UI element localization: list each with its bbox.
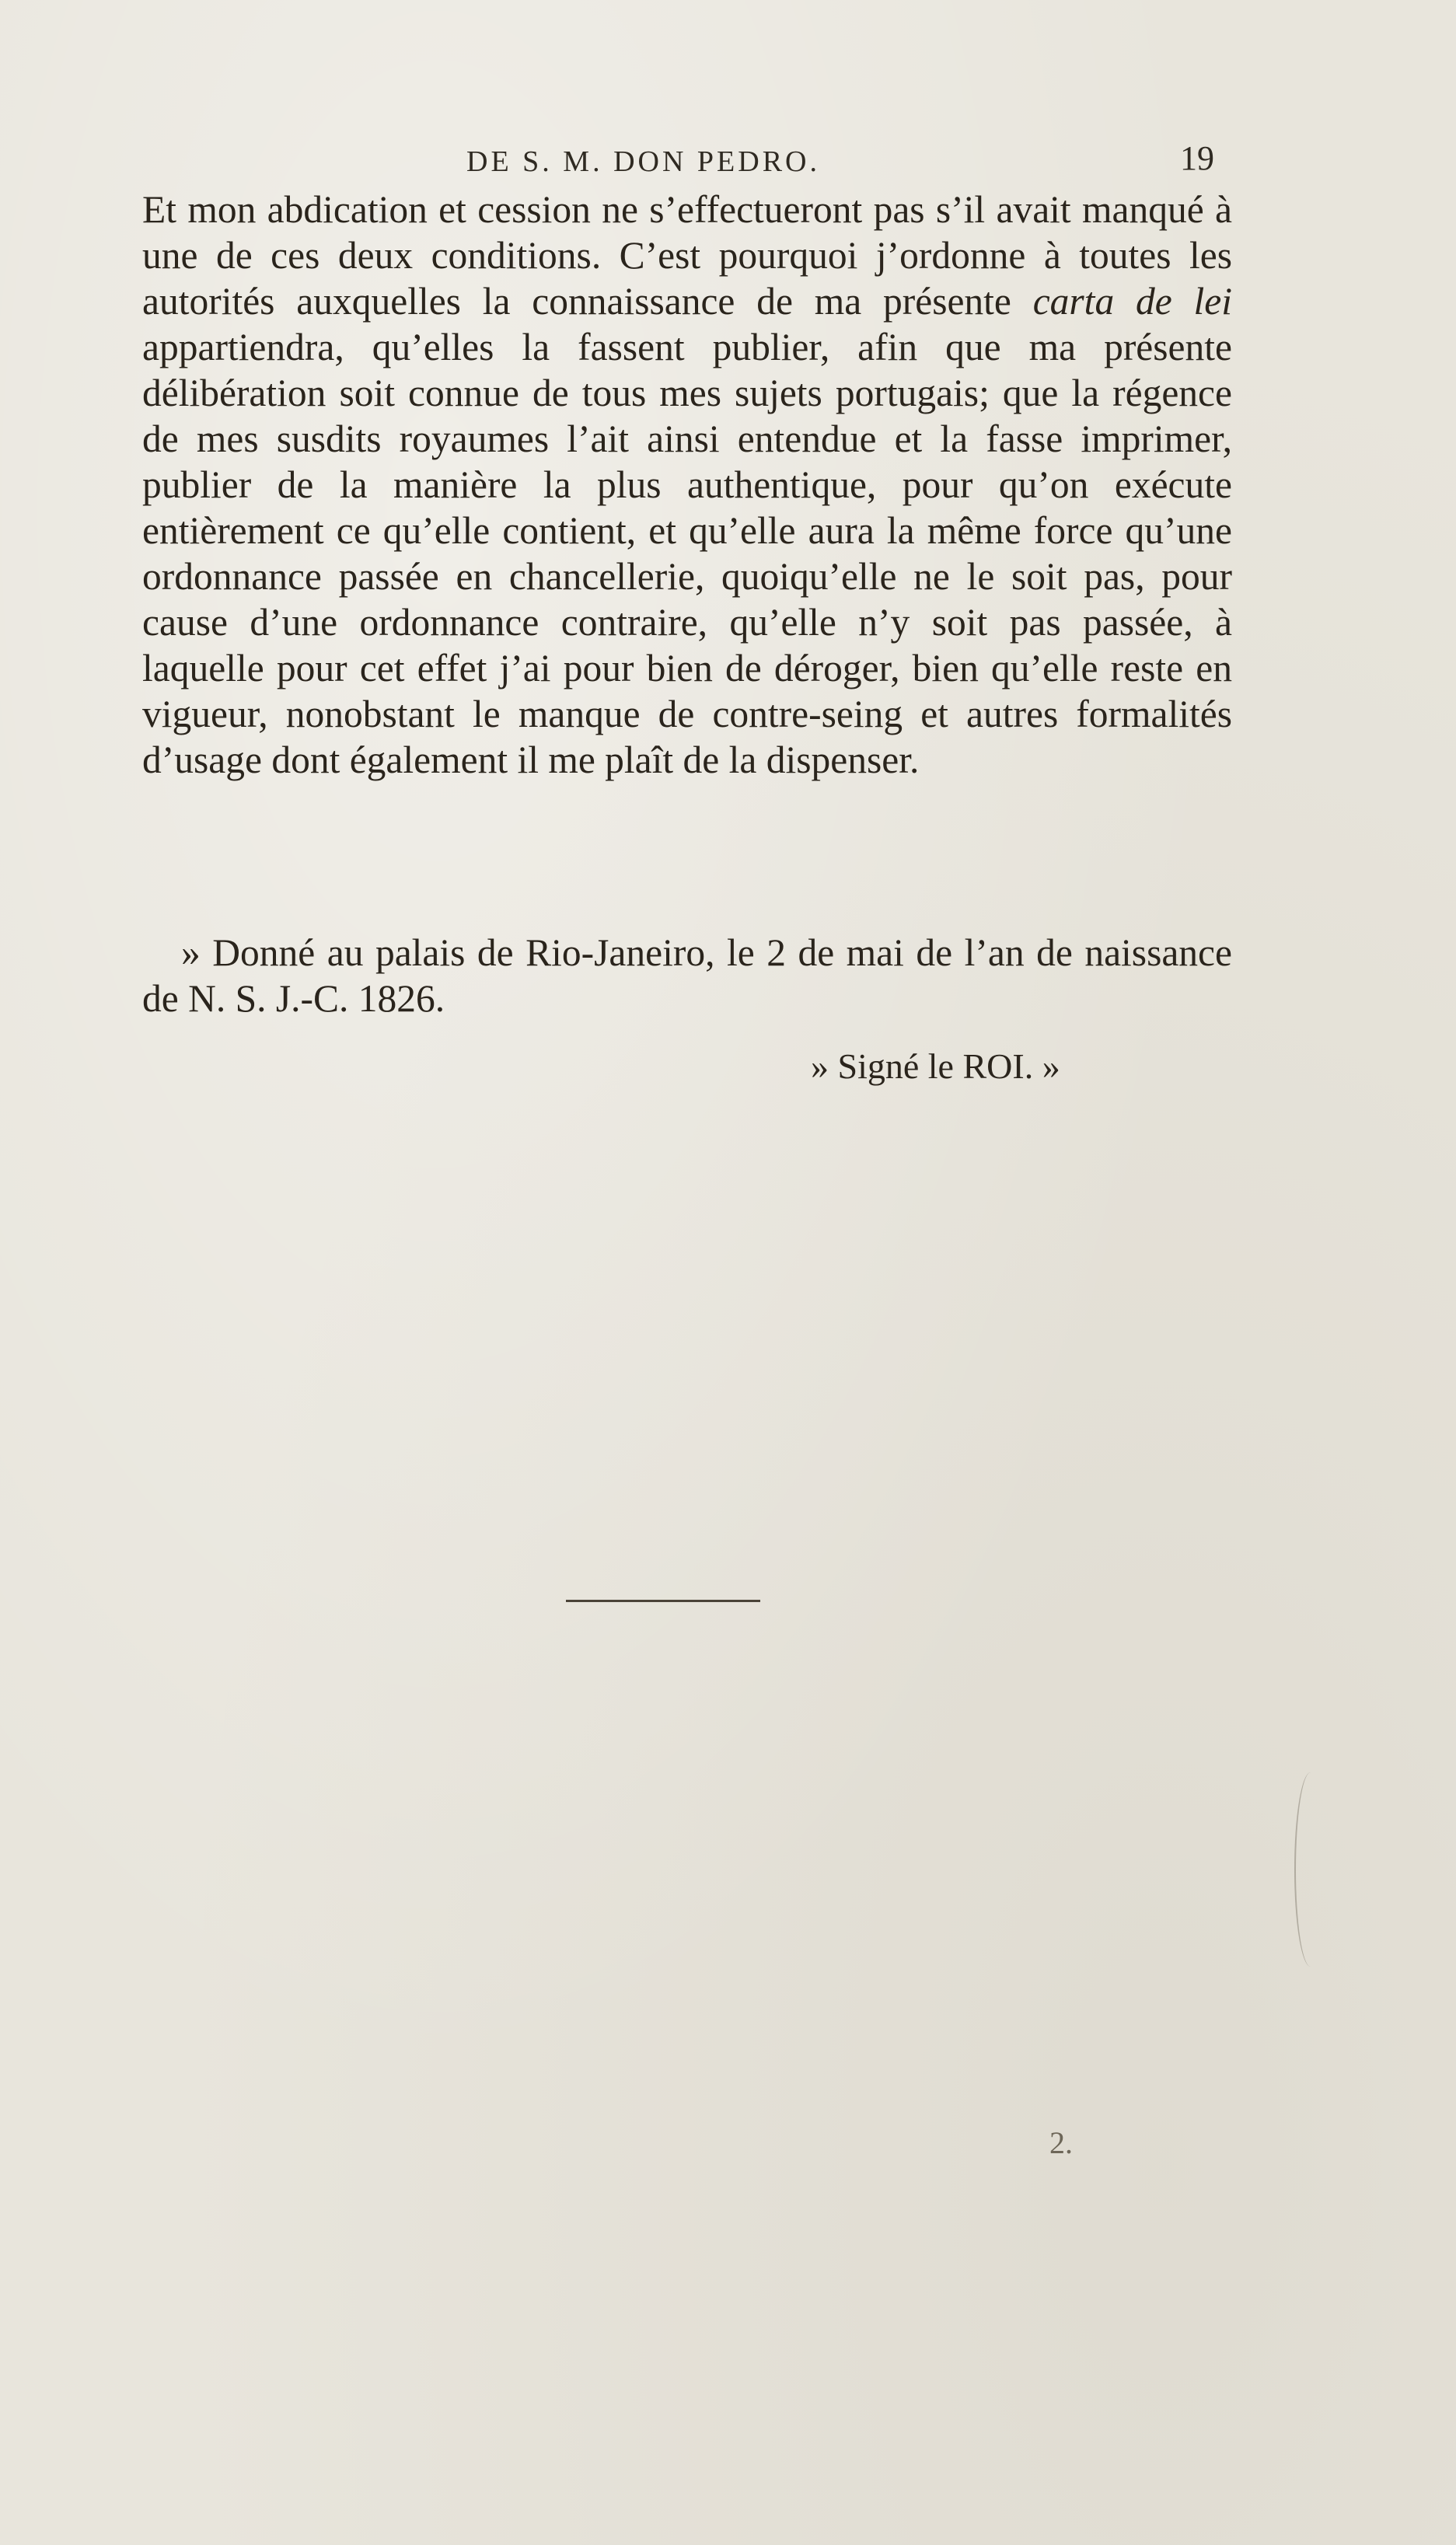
- main-paragraph: [142, 187, 1232, 783]
- dateline: » Donné au palais de Rio-Janeiro, le 2 de mai de l’an de naissance de N. S. J.-C. 1826.: [142, 931, 1232, 1020]
- paragraph-text: [142, 187, 1232, 783]
- italic-phrase: carta de lei: [1032, 280, 1232, 323]
- paper-crease: [1294, 1772, 1327, 1967]
- paragraph-text-start: Et mon abdication et cession ne s’effectueront pas s’il avait manqué à une de ces deux conditions. C’est pourquoi j’ordonne à toutes les autorités auxquelles la connaissance de ma présente: [142, 188, 1232, 323]
- printer-signature-mark: 2.: [1049, 2125, 1073, 2160]
- running-head: DE S. M. DON PEDRO.: [466, 145, 820, 178]
- royal-signature: » Signé le ROI. »: [811, 1046, 1060, 1086]
- page-number: 19: [1180, 139, 1214, 177]
- section-divider: [566, 1600, 760, 1602]
- paragraph-text-end: appartiendra, qu’elles la fassent publier, afin que ma présente délibération soit connue de tous mes sujets portugais; que la régence de mes susdits royaumes l’ait ainsi entendue et la fasse imprimer, publier de la manière la plus authentique, pour qu’on exécute entièrement ce qu’elle contient, et qu’elle aura la même force qu’une ordonnance passée en chancellerie, quoiqu’elle ne le soit pas, pour cause d’une ordonnance contraire, qu’elle n’y soit pas passée, à laquelle pour cet effet j’ai pour bien de déroger, bien qu’elle reste en vigueur, nonobstant le manque de contre-seing et autres formalités d’usage dont également il me plaît de la dispenser.: [142, 326, 1232, 781]
